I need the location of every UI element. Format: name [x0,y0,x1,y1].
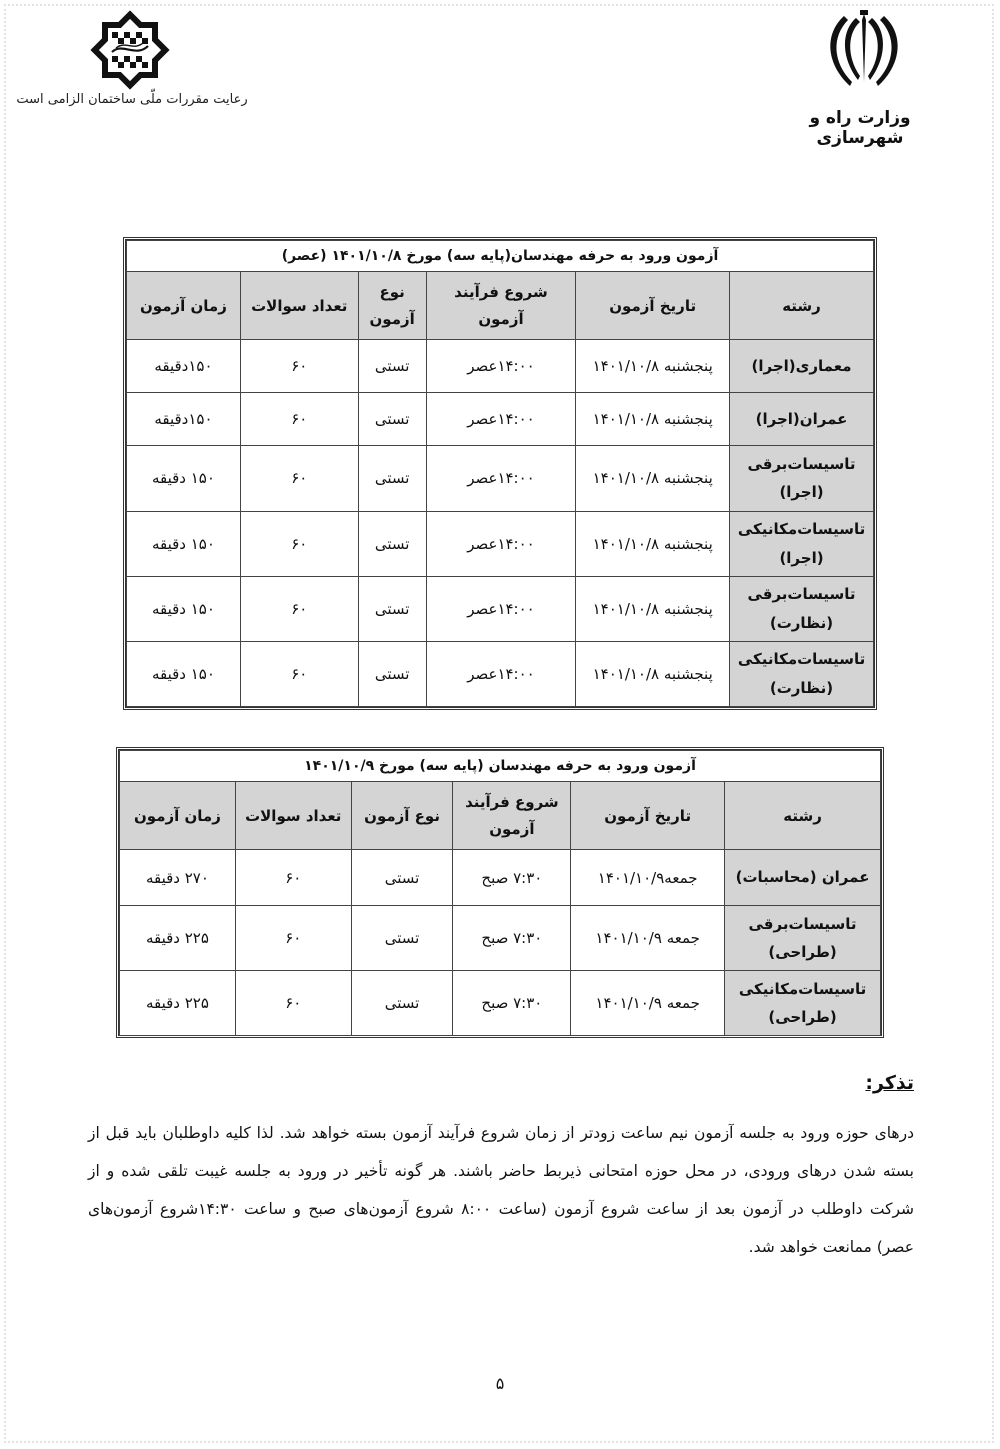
header-field: رشته [730,272,874,340]
cell-type: تستی [358,446,426,511]
table-row [127,511,874,576]
ministry-name: وزارت راه و شهرسازی [809,108,911,148]
cell-date: جمعه۱۴۰۱/۱۰/۹ [571,850,725,906]
note-body: درهای حوزه ورود به جلسه آزمون نیم ساعت زودتر از زمان شروع فرآیند آزمون بسته خواهد شد. لذا کلیه داوطلبان باید قبل از بسته شدن درهای ورودی، در محل حوزه امتحانی ذیربط حاضر باشند. هر گونه تأخیر در ورود به جلسه غیبت تلقی شده و از شرکت داوطلب در آزمون بعد از ساعت شروع آزمون (ساعت ۸:۰۰ شروع آزمون‌های صبح و ساعت ۱۴:۳۰شروع آزمون‌های عصر) ممانعت خواهد شد. [88,1124,915,1256]
cell-field: عمران(اجرا) [730,393,874,446]
cell-count: ۶۰ [235,971,351,1036]
cell-start: ۱۴:۰۰عصر [426,393,576,446]
cell-field: تاسیسات‌مکانیکی (نظارت) [730,641,874,706]
exam-table-1 [123,237,877,710]
cell-start: ۷:۳۰ صبح [453,850,571,906]
cell-type: تستی [358,393,426,446]
header-count: تعداد سوالات [240,272,358,340]
cell-date: پنجشنبه ۱۴۰۱/۱۰/۸ [576,340,730,393]
cell-start: ۱۴:۰۰عصر [426,576,576,641]
header-duration: زمان آزمون [127,272,241,340]
cell-date: پنجشنبه ۱۴۰۱/۱۰/۸ [576,393,730,446]
header-type: نوع آزمون [358,272,426,340]
cell-date: پنجشنبه ۱۴۰۱/۱۰/۸ [576,641,730,706]
cell-count: ۶۰ [240,340,358,393]
cell-duration: ۲۲۵ دقیقه [120,906,236,971]
exam-table-2 [116,747,884,1038]
cell-duration: ۱۵۰ دقیقه [127,511,241,576]
header-date: تاریخ آزمون [571,782,725,850]
cell-field: تاسیسات‌مکانیکی (طراحی) [725,971,881,1036]
table-row [127,340,874,393]
building-regulations-logo-icon [82,8,178,92]
cell-date: پنجشنبه ۱۴۰۱/۱۰/۸ [576,511,730,576]
cell-duration: ۱۵۰ دقیقه [127,446,241,511]
table-row [120,906,881,971]
header-date: تاریخ آزمون [576,272,730,340]
cell-duration: ۱۵۰دقیقه [127,340,241,393]
cell-count: ۶۰ [240,576,358,641]
header-start: شروع فرآیند آزمون [453,782,571,850]
cell-start: ۷:۳۰ صبح [453,971,571,1036]
header-type: نوع آزمون [351,782,453,850]
logo-caption: رعایت مقررات ملّی ساختمان الزامی است [16,92,248,107]
cell-duration: ۲۲۵ دقیقه [120,971,236,1036]
table-1-title: آزمون ورود به حرفه مهندسان(پایه سه) مورخ ۱۴۰۱/۱۰/۸ (عصر) [127,241,874,272]
cell-duration: ۱۵۰دقیقه [127,393,241,446]
cell-field: تاسیسات‌برقی (طراحی) [725,906,881,971]
header-duration: زمان آزمون [120,782,236,850]
note-title: تذکر: [865,1072,914,1094]
cell-field: عمران (محاسبات) [725,850,881,906]
cell-count: ۶۰ [240,393,358,446]
cell-field: تاسیسات‌مکانیکی (اجرا) [730,511,874,576]
cell-date: پنجشنبه ۱۴۰۱/۱۰/۸ [576,446,730,511]
cell-count: ۶۰ [240,641,358,706]
table-row [120,971,881,1036]
cell-start: ۱۴:۰۰عصر [426,446,576,511]
cell-count: ۶۰ [235,906,351,971]
cell-field: تاسیسات‌برقی (نظارت) [730,576,874,641]
cell-type: تستی [358,641,426,706]
cell-start: ۷:۳۰ صبح [453,906,571,971]
cell-type: تستی [351,850,453,906]
cell-duration: ۱۵۰ دقیقه [127,576,241,641]
cell-start: ۱۴:۰۰عصر [426,641,576,706]
table-row [127,576,874,641]
cell-duration: ۱۵۰ دقیقه [127,641,241,706]
cell-start: ۱۴:۰۰عصر [426,511,576,576]
cell-date: جمعه ۱۴۰۱/۱۰/۹ [571,971,725,1036]
table-row [120,850,881,906]
header-count: تعداد سوالات [235,782,351,850]
cell-field: معماری(اجرا) [730,340,874,393]
cell-start: ۱۴:۰۰عصر [426,340,576,393]
cell-date: پنجشنبه ۱۴۰۱/۱۰/۸ [576,576,730,641]
page-number: ۵ [495,1374,505,1393]
cell-count: ۶۰ [240,511,358,576]
table-row [127,446,874,511]
cell-duration: ۲۷۰ دقیقه [120,850,236,906]
table-row [127,393,874,446]
table-2-title: آزمون ورود به حرفه مهندسان (پایه سه) مورخ ۱۴۰۱/۱۰/۹ [120,751,881,782]
iran-emblem-icon [822,10,906,92]
cell-type: تستی [358,576,426,641]
header-start: شروع فرآیند آزمون [426,272,576,340]
cell-type: تستی [351,971,453,1036]
table-row [127,641,874,706]
header-field: رشته [725,782,881,850]
cell-type: تستی [351,906,453,971]
cell-date: جمعه ۱۴۰۱/۱۰/۹ [571,906,725,971]
cell-type: تستی [358,511,426,576]
cell-count: ۶۰ [235,850,351,906]
cell-count: ۶۰ [240,446,358,511]
cell-field: تاسیسات‌برقی (اجرا) [730,446,874,511]
cell-type: تستی [358,340,426,393]
